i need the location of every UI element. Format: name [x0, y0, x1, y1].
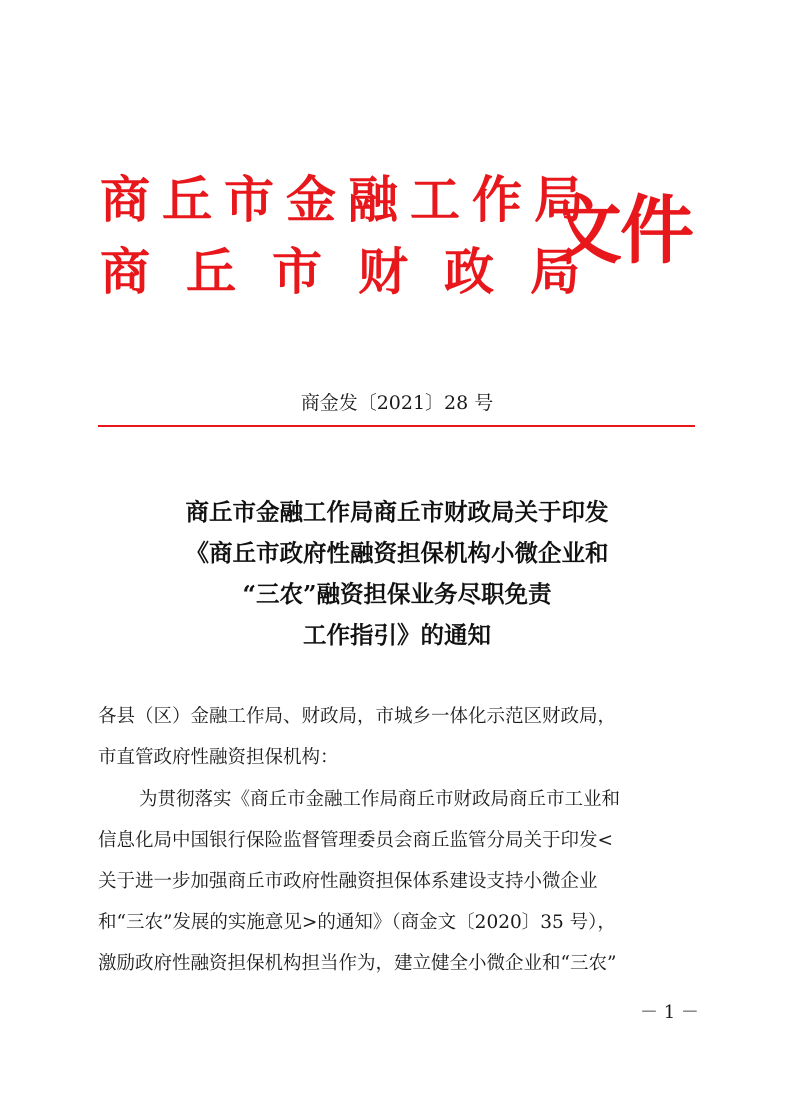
- title-line: “三农”融资担保业务尽职免责: [242, 580, 552, 608]
- title-line: 工作指引》的通知: [303, 621, 491, 649]
- salutation-line: 各县（区）金融工作局、财政局，市城乡一体化示范区财政局，: [98, 706, 617, 727]
- salutation: [98, 696, 698, 778]
- body-line: 关于进一步加强商丘市政府性融资担保体系建设支持小微企业: [98, 871, 598, 892]
- title-line: 《商丘市政府性融资担保机构小微企业和: [185, 539, 609, 567]
- header-org-line-1: 商丘市金融工作局: [100, 170, 596, 229]
- header-org-line-2: 商丘市财政局: [100, 242, 616, 301]
- salutation-line: 市直管政府性融资担保机构：: [98, 747, 339, 768]
- body-line: 信息化局中国银行保险监督管理委员会商丘监管分局关于印发<: [98, 830, 614, 851]
- header-document-word: 文件: [548, 188, 692, 274]
- title-line: 商丘市金融工作局商丘市财政局关于印发: [185, 498, 609, 526]
- red-divider-line: [98, 425, 695, 427]
- body-paragraph: [98, 779, 698, 984]
- body-line: 和“三农”发展的实施意见>的通知》（商金文〔2020〕35 号），: [98, 912, 616, 933]
- document-title: [60, 492, 734, 656]
- body-line: 激励政府性融资担保机构担当作为，建立健全小微企业和“三农”: [98, 953, 617, 974]
- document-number: 商金发〔2021〕28 号: [300, 392, 494, 414]
- page-number: － 1 －: [640, 1002, 699, 1023]
- body-line: 为贯彻落实《商丘市金融工作局商丘市财政局商丘市工业和: [139, 789, 621, 810]
